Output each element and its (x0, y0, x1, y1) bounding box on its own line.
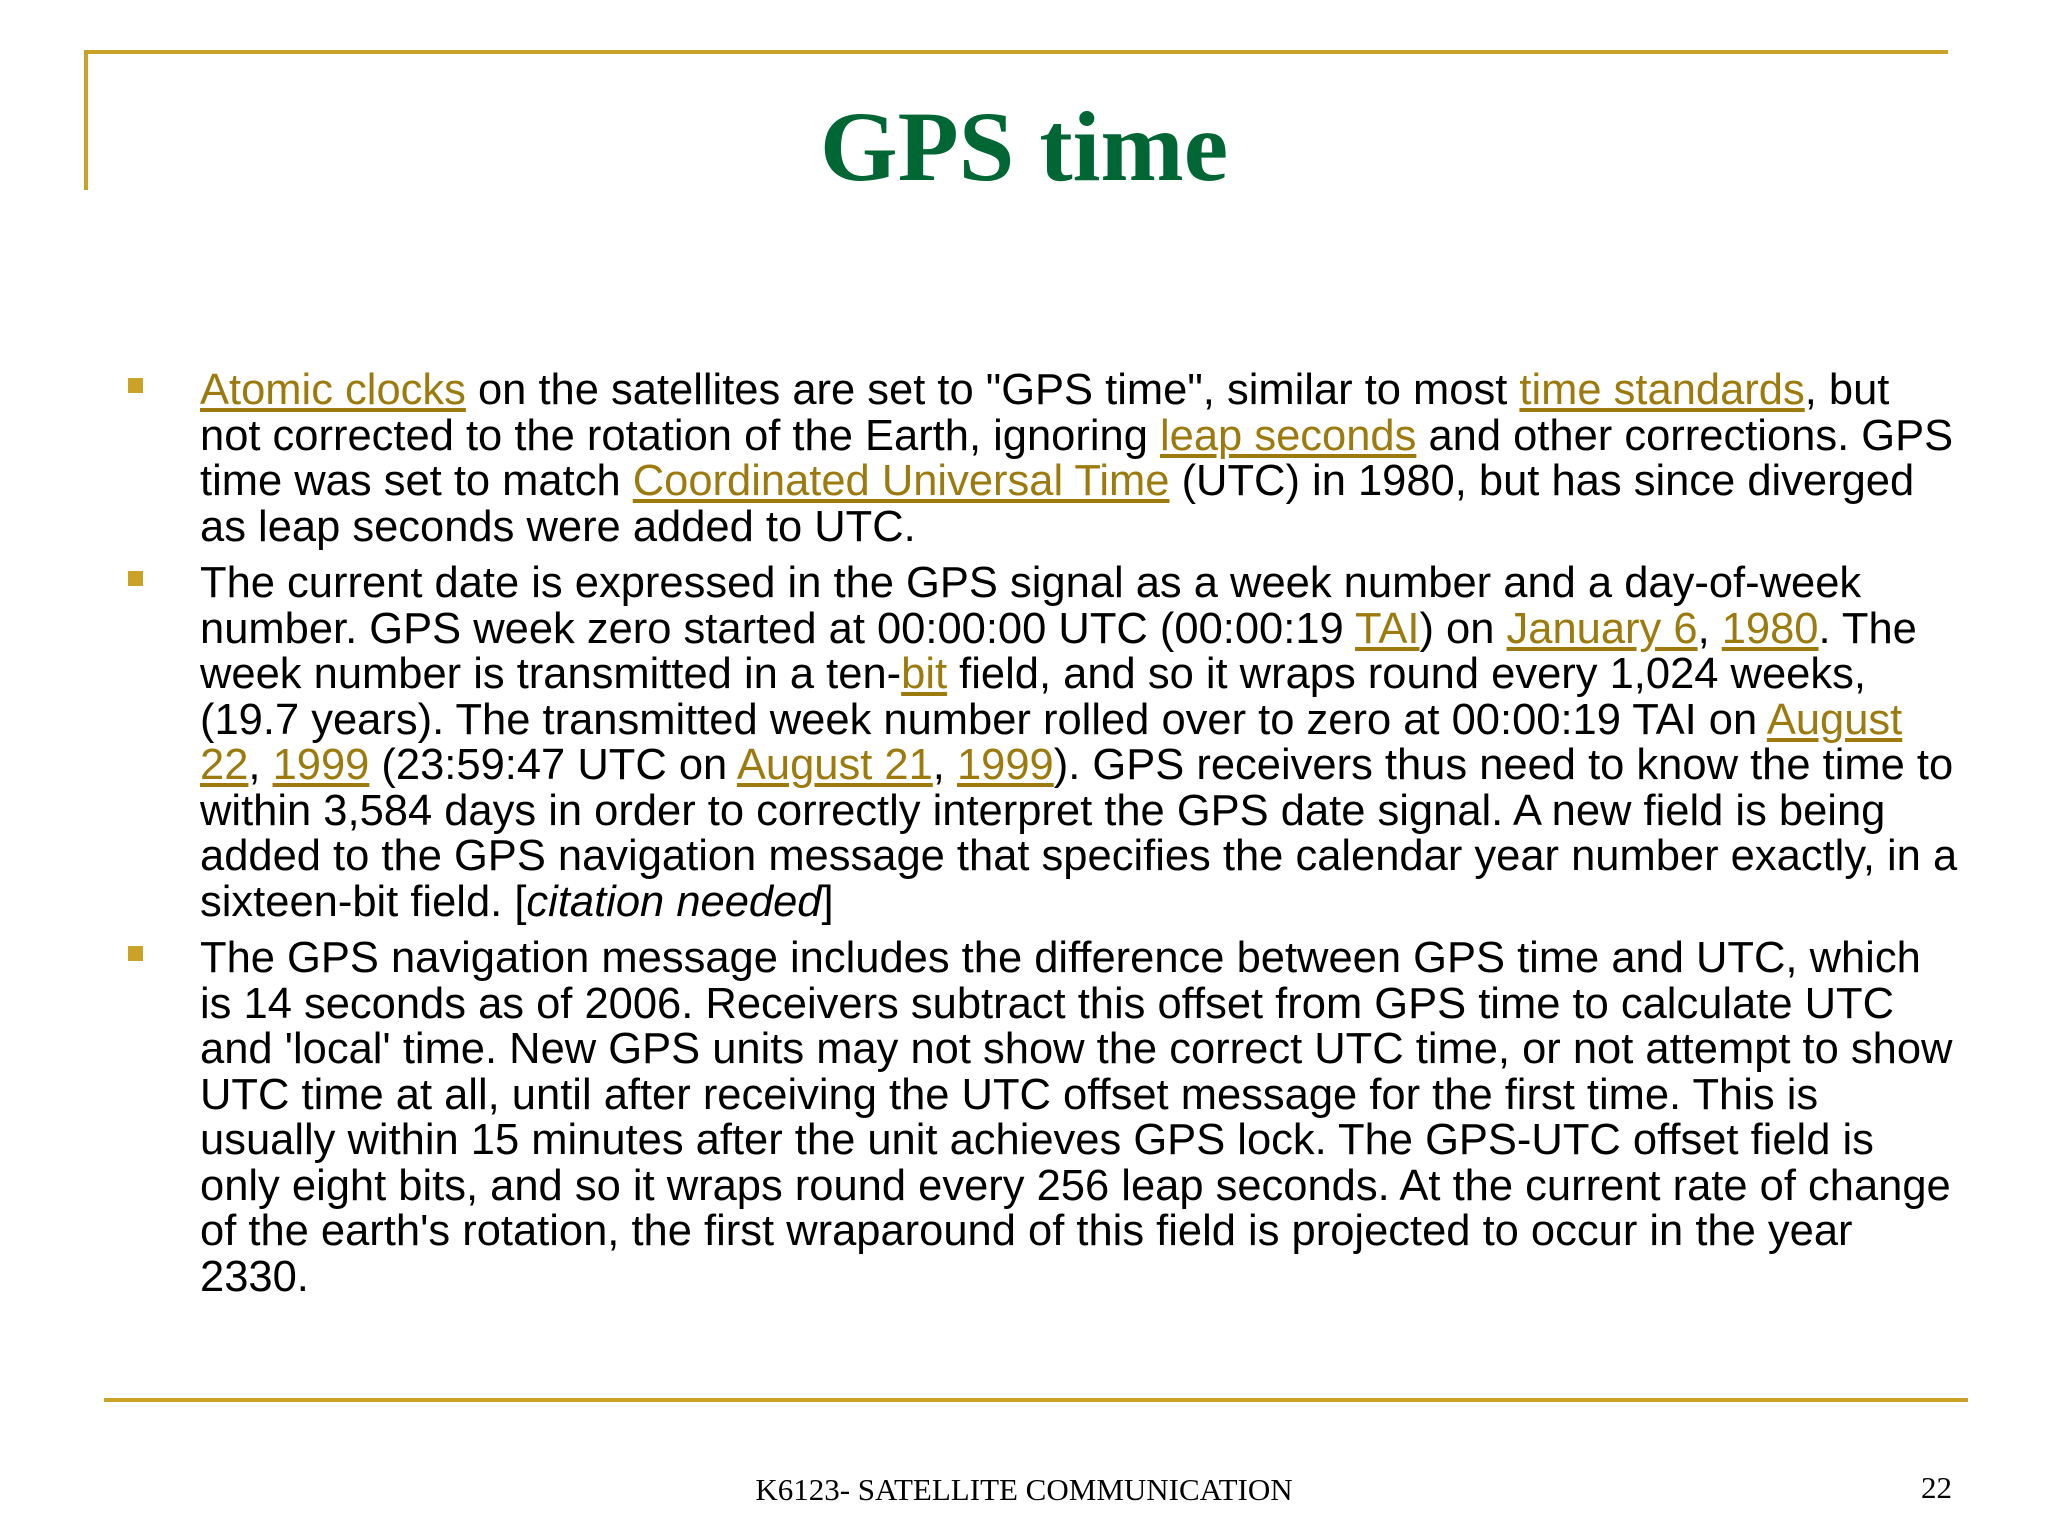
link-august-21[interactable]: August 21 (736, 741, 933, 789)
bullet-text: , but not corrected to the rotation of the Earth, ignoring (200, 366, 1890, 460)
bullet-text: field, and so it wraps round every 1,024 weeks, (19.7 years). The transmitted week number rolled over to zero at 00:00:19 TAI on (200, 650, 1866, 744)
top-frame-rule (84, 50, 1948, 54)
slide-title: GPS time (819, 91, 1229, 202)
bullet-text: , (1697, 604, 1722, 653)
bullet-text: on the satellites are set to "GPS time", similar to most (465, 366, 1520, 414)
square-bullet-icon (128, 378, 143, 393)
square-bullet-icon (128, 571, 143, 586)
square-bullet-icon (128, 946, 143, 961)
page-number: 22 (1921, 1470, 1952, 1505)
link-august-22[interactable]: August 22 (200, 695, 1903, 789)
bullet-text: ). GPS receivers thus need to know the time to within 3,584 days in order to correctly interpret the GPS date signal. A new field is being added to the GPS navigation message that specifies the calendar year number exactly, in a sixteen-bit field. [ (200, 741, 1958, 926)
link-leap-seconds[interactable]: leap seconds (1160, 411, 1417, 460)
link-tai[interactable]: TAI (1355, 604, 1420, 653)
bullet-text: ) on (1419, 604, 1507, 653)
link-1999[interactable]: 1999 (272, 741, 370, 789)
footer-course-title: K6123- SATELLITE COMMUNICATION (755, 1472, 1293, 1507)
bullet-item-week-number (120, 561, 1960, 925)
bullet-text: (23:59:47 UTC on (369, 741, 737, 789)
bullet-text: The GPS navigation message includes the difference between GPS time and UTC, which is 14 seconds as of 2006. Receivers subtract this offset from GPS time to calculate UTC and 'local' time. New GPS units may not show the correct UTC time, or not attempt to show UTC time at all, until after receiving the UTC offset message for the first time. This is usually within 15 minutes after the unit achieves GPS lock. The GPS-UTC offset field is only eight bits, and so it wraps round every 256 leap seconds. At the current rate of change of the earth's rotation, the first wraparound of this field is projected to occur in the year 2330. (200, 934, 1953, 1301)
link-atomic-clocks[interactable]: Atomic clocks (200, 366, 466, 414)
footer-rule (104, 1398, 1968, 1402)
citation-needed: citation needed (526, 877, 822, 926)
bullet-text: The current date is expressed in the GPS signal as a week number and a day-of-week number. GPS week zero started at 00:00:00 UTC (00:00:19 (200, 559, 1862, 653)
link-bit[interactable]: bit (901, 650, 948, 698)
bullet-item-atomic-clocks (120, 368, 1960, 550)
bullet-text: , (932, 741, 957, 789)
link-coordinated-universal-time[interactable]: Coordinated Universal Time (632, 457, 1170, 505)
link-1980[interactable]: 1980 (1721, 604, 1819, 653)
bullet-text: and other corrections. GPS time was set to match (200, 411, 1954, 505)
bullet-item-utc-offset (120, 936, 1960, 1300)
link-1999-second[interactable]: 1999 (956, 741, 1054, 789)
bullet-text: , (248, 741, 273, 789)
link-january-6[interactable]: January 6 (1506, 604, 1698, 653)
link-time-standards[interactable]: time standards (1519, 366, 1805, 414)
bullet-text: ] (821, 877, 834, 926)
bullet-text: (UTC) in 1980, but has since diverged as leap seconds were added to UTC. (200, 457, 1915, 551)
bullet-list (120, 368, 1960, 1311)
bullet-text: . The week number is transmitted in a ten- (200, 604, 1917, 698)
